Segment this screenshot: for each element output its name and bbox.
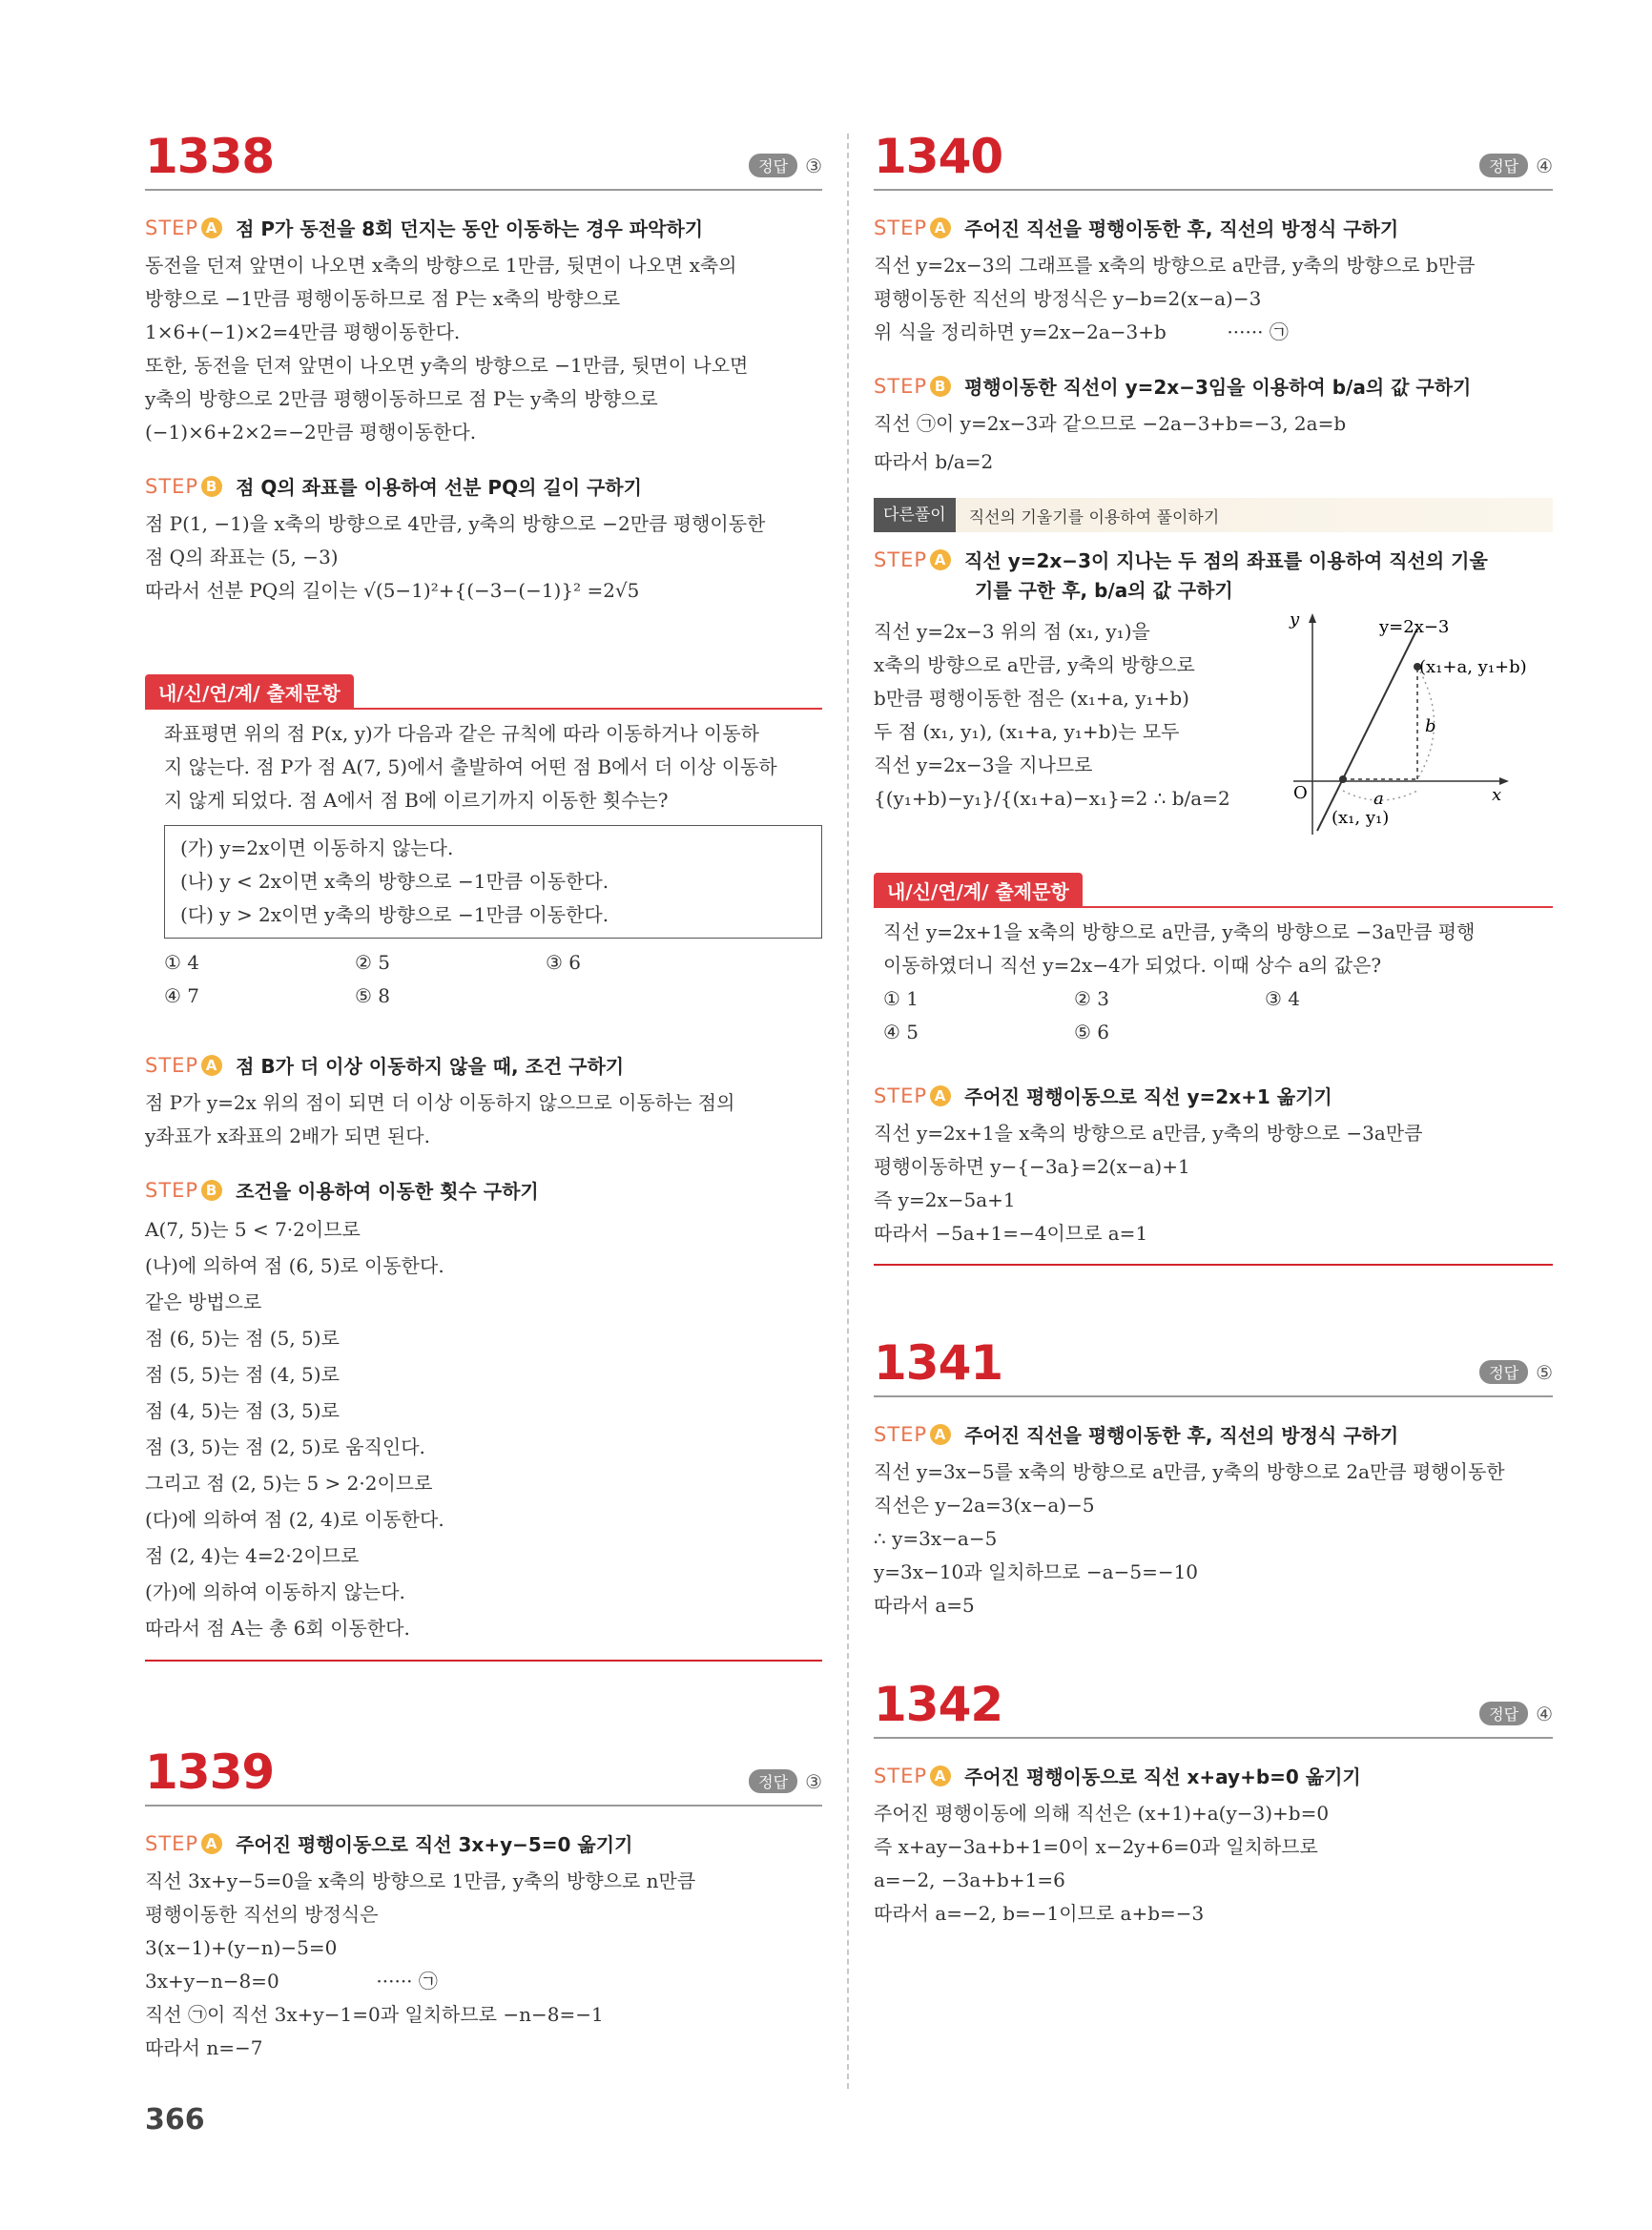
text-line: 1×6+(−1)×2=4만큼 평행이동한다. [145,320,461,343]
text-line: 따라서 b/a=2 [874,450,994,473]
problem-number: 1338 [145,129,275,184]
text-line: 따라서 n=−7 [145,2036,263,2059]
text-line: y축의 방향으로 2만큼 평행이동하므로 점 P는 y축의 방향으로 [145,387,658,410]
text-line: 지 않게 되었다. 점 A에서 점 B에 이르기까지 이동한 횟수는? [164,789,669,812]
left-column [145,124,822,2065]
text-line: y=3x−10과 일치하므로 −a−5=−10 [874,1560,1199,1583]
step-a [145,214,822,241]
text-line: 직선 y=3x−5를 x축의 방향으로 a만큼, y축의 방향으로 2a만큼 평행이동한 [874,1460,1505,1483]
answer-value: ③ [805,154,822,177]
text-line: A(7, 5)는 5 < 7·2이므로 [145,1218,361,1241]
right-column [874,124,1553,1931]
text-line: 같은 방법으로 [145,1291,262,1313]
alternate-body [874,609,1553,854]
step-a-body [874,1456,1553,1622]
line-label: y=2x−3 [1379,617,1450,637]
text-line: (다)에 의하여 점 (2, 4)로 이동한다. [145,1508,444,1531]
section-rule [874,1264,1553,1266]
answer [749,154,822,177]
step-title: 점 P가 동전을 8회 던지는 동안 이동하는 경우 파악하기 [236,217,704,240]
text-line: 3(x−1)+(y−n)−5=0 [145,1936,338,1959]
text-line: 따라서 −5a+1=−4이므로 a=1 [874,1222,1148,1245]
section-rule [145,1660,822,1662]
text-line: 그리고 점 (2, 5)는 5 > 2·2이므로 [145,1472,433,1495]
text-line: 지 않는다. 점 P가 점 A(7, 5)에서 출발하여 어떤 점 B에서 더 이상 이동하 [164,755,777,778]
line-graph [1274,609,1551,838]
step-a [874,546,1553,573]
text-line: 따라서 점 A는 총 6회 이동한다. [145,1617,410,1640]
text-line: 동전을 던져 앞면이 나오면 x축의 방향으로 1만큼, 뒷면이 나오면 x축의 [145,254,737,277]
text-line: 점 P(1, −1)을 x축의 방향으로 4만큼, y축의 방향으로 −2만큼 평행이동한 [145,512,766,535]
text-line: 직선 y=2x+1을 x축의 방향으로 a만큼, y축의 방향으로 −3a만큼 평행 [883,920,1476,943]
text-line: 점 Q의 좌표는 (5, −3) [145,546,339,568]
text-line: x축의 방향으로 a만큼, y축의 방향으로 [874,653,1195,676]
point-1-label: (x₁, y₁) [1332,808,1390,828]
y-axis-label: y [1290,609,1300,630]
text-line: b만큼 평행이동한 점은 (x₁+a, y₁+b) [874,687,1189,710]
problem-1339-header [145,1740,822,1807]
naesin-header [874,873,1553,908]
text-line: 방향으로 −1만큼 평행이동하므로 점 P는 x축의 방향으로 [145,287,621,310]
text-line: 평행이동하면 y−{−3a}=2(x−a)+1 [874,1155,1190,1178]
answer-value: ③ [805,1769,822,1793]
text-line: 즉 x+ay−3a+b+1=0이 x−2y+6=0과 일치하므로 [874,1835,1318,1858]
step-letter: B [201,1180,222,1201]
step-a [874,1762,1553,1789]
b-label: b [1425,716,1436,736]
alternate-solution-header [874,498,1553,532]
condition: (나) y < 2x이면 x축의 방향으로 −1만큼 이동한다. [180,870,609,893]
text-line: 점 (5, 5)는 점 (4, 5)로 [145,1363,340,1386]
answer-value: ④ [1536,154,1553,177]
condition: (가) y=2x이면 이동하지 않는다. [180,836,454,859]
text-line: 직선 y=2x+1을 x축의 방향으로 a만큼, y축의 방향으로 −3a만큼 [874,1122,1423,1145]
step-title: 직선 y=2x−3이 지나는 두 점의 좌표를 이용하여 직선의 기울 [964,549,1488,572]
text-line: 두 점 (x₁, y₁), (x₁+a, y₁+b)는 모두 [874,720,1180,743]
answer-value: ④ [1536,1702,1553,1725]
condition: (다) y > 2x이면 y축의 방향으로 −1만큼 이동한다. [180,903,609,926]
step-title: 주어진 평행이동으로 직선 3x+y−5=0 옮기기 [236,1833,633,1856]
choice: ① 1 [883,987,919,1010]
step-a [874,1082,1553,1109]
text-line: a=−2, −3a+b+1=6 [874,1869,1065,1891]
step-b-body [145,507,822,608]
text-line: 점 P가 y=2x 위의 점이 되면 더 이상 이동하지 않으므로 이동하는 점의 [145,1091,735,1114]
answer-badge: 정답 [1479,1702,1528,1725]
answer-choices [164,946,822,1013]
step-tag: STEP A [145,1054,222,1077]
step-letter: A [930,549,951,570]
point-1 [1339,775,1347,783]
step-title: 주어진 직선을 평행이동한 후, 직선의 방정식 구하기 [964,217,1399,240]
answer [1479,1702,1553,1725]
choice: ③ 6 [546,951,582,974]
choice: ⑤ 6 [1074,1021,1110,1043]
text-line: 따라서 선분 PQ의 길이는 √(5−1)²+{(−3−(−1)}² =2√5 [145,579,640,602]
problem-number: 1342 [874,1677,1003,1732]
text-line: (나)에 의하여 점 (6, 5)로 이동한다. [145,1254,444,1277]
step-a-body [874,1117,1553,1250]
text-line: 점 (6, 5)는 점 (5, 5)로 [145,1327,340,1350]
step-tag: STEP B [874,375,951,398]
step-a-body [874,1797,1553,1931]
step-letter: B [930,376,951,397]
point-2-label: (x₁+a, y₁+b) [1419,657,1527,677]
step-letter: A [201,1833,222,1854]
step-a [145,1829,822,1857]
problem-number: 1341 [874,1335,1003,1391]
text-line: 직선 3x+y−5=0을 x축의 방향으로 1만큼, y축의 방향으로 n만큼 [145,1869,696,1892]
text-line: 점 (3, 5)는 점 (2, 5)로 움직인다. [145,1435,425,1458]
page-number: 366 [145,2103,205,2137]
step-letter: A [201,217,222,238]
condition-box [164,825,822,939]
choice: ④ 7 [164,984,200,1007]
step-title: 점 Q의 좌표를 이용하여 선분 PQ의 길이 구하기 [236,476,642,499]
step-title: 주어진 평행이동으로 직선 y=2x+1 옮기기 [964,1085,1332,1108]
step-letter: A [930,217,951,238]
step-letter: A [930,1765,951,1786]
answer-badge: 정답 [1479,1360,1528,1384]
step-title: 점 B가 더 이상 이동하지 않을 때, 조건 구하기 [236,1055,625,1078]
choice: ② 5 [355,951,391,974]
answer-badge: 정답 [749,154,797,177]
step-title: 평행이동한 직선이 y=2x−3임을 이용하여 b/a의 값 구하기 [964,376,1472,399]
text-line: y좌표가 x좌표의 2배가 되면 된다. [145,1125,430,1147]
text-line: ∴ y=3x−a−5 [874,1527,998,1550]
naesin-header [145,674,822,710]
text-line: 따라서 a=−2, b=−1이므로 a+b=−3 [874,1902,1205,1925]
text-line: (가)에 의하여 이동하지 않는다. [145,1580,405,1603]
text-line: 평행이동한 직선의 방정식은 [145,1903,379,1926]
a-label: a [1373,789,1384,809]
origin-label: O [1293,783,1308,803]
step-b-body [874,407,1553,483]
step-letter: A [930,1424,951,1445]
text-line: 직선 ㉠이 직선 3x+y−1=0과 일치하므로 −n−8=−1 [145,2003,604,2026]
step-a [874,1420,1553,1448]
step-tag: STEP B [145,1179,222,1202]
step-letter: A [201,1055,222,1076]
answer-badge: 정답 [1479,154,1528,177]
text-line: 따라서 a=5 [874,1594,975,1617]
choice: ① 4 [164,951,200,974]
step-a [874,214,1553,241]
text-line: (−1)×6+2×2=−2만큼 평행이동한다. [145,421,477,444]
text-line: 점 (2, 4)는 4=2·2이므로 [145,1544,360,1567]
answer [1479,1360,1553,1384]
step-tag: STEP A [145,1832,222,1855]
text-line: 직선 y=2x−3 위의 점 (x₁, y₁)을 [874,620,1150,643]
step-letter: A [930,1085,951,1106]
step-b [145,1176,822,1204]
step-a [145,1051,822,1079]
step-tag: STEP A [874,1423,951,1446]
step-b [874,372,1553,400]
choice: ⑤ 8 [355,984,391,1007]
problem-1338-header [145,124,822,191]
x-axis-arrow [1499,777,1509,785]
text-line: 위 식을 정리하면 y=2x−2a−3+b ······ ㉠ [874,320,1289,343]
step-tag: STEP A [874,1084,951,1107]
alternate-solution-tag: 다른풀이 [874,498,956,532]
text-line: 즉 y=2x−5a+1 [874,1188,1016,1211]
line-y-2x-3 [1317,629,1417,831]
answer-badge: 정답 [749,1769,797,1793]
answer [1479,154,1553,177]
text-line: 직선은 y−2a=3(x−a)−5 [874,1494,1095,1517]
problem-1340-header [874,124,1553,191]
text-line: 주어진 평행이동에 의해 직선은 (x+1)+a(y−3)+b=0 [874,1802,1330,1825]
step-a-body [145,1086,822,1153]
step-title: 조건을 이용하여 이동한 횟수 구하기 [236,1180,539,1203]
naesin-question [164,717,822,817]
text-line: 직선 y=2x−3을 지나므로 [874,754,1093,776]
text-line: 직선 ㉠이 y=2x−3과 같으므로 −2a−3+b=−3, 2a=b [874,412,1347,435]
step-tag: STEP A [874,1765,951,1787]
step-tag: STEP A [874,548,951,571]
step-a-body [145,249,822,449]
answer-choices [883,982,1553,1049]
y-axis-arrow [1309,613,1316,623]
text-line: 또한, 동전을 던져 앞면이 나오면 y축의 방향으로 −1만큼, 뒷면이 나오면 [145,354,749,377]
text-line: 이동하였더니 직선 y=2x−4가 되었다. 이때 상수 a의 값은? [883,954,1382,977]
step-title: 주어진 평행이동으로 직선 x+ay+b=0 옮기기 [964,1765,1361,1788]
step-tag: STEP A [145,217,222,239]
step-tag: STEP B [145,475,222,498]
column-divider [847,134,849,2089]
choice: ③ 4 [1265,987,1301,1010]
choice: ④ 5 [883,1021,919,1043]
step-b-body [145,1211,822,1646]
problem-number: 1340 [874,129,1003,184]
text-line: 직선 y=2x−3의 그래프를 x축의 방향으로 a만큼, y축의 방향으로 b만큼 [874,254,1476,277]
naesin-question [883,916,1553,982]
answer-value: ⑤ [1536,1360,1553,1384]
answer [749,1769,822,1793]
step-a-body [145,1865,822,2065]
step-letter: B [201,476,222,497]
problem-number: 1339 [145,1745,275,1800]
text-line: 3x+y−n−8=0 ······ ㉠ [145,1970,438,1993]
problem-1341-header [874,1331,1553,1397]
step-title: 주어진 직선을 평행이동한 후, 직선의 방정식 구하기 [964,1424,1399,1447]
text-line: 점 (4, 5)는 점 (3, 5)로 [145,1399,340,1422]
step-tag: STEP A [874,217,951,239]
text-line: 평행이동한 직선의 방정식은 y−b=2(x−a)−3 [874,287,1262,310]
alternate-solution-title: 직선의 기울기를 이용하여 풀이하기 [968,507,1220,527]
step-title-cont: 기를 구한 후, b/a의 값 구하기 [975,579,1233,602]
text-line: 좌표평면 위의 점 P(x, y)가 다음과 같은 규칙에 따라 이동하거나 이동하 [164,722,759,745]
step-b [145,472,822,500]
problem-1342-header [874,1672,1553,1739]
step-a-body [874,249,1553,349]
naesin-tag: 내/신/연/계/ 출제문항 [145,674,354,710]
naesin-tag: 내/신/연/계/ 출제문항 [874,873,1083,908]
text-line: {(y₁+b)−y₁}/{(x₁+a)−x₁}=2 ∴ b/a=2 [874,787,1230,810]
choice: ② 3 [1074,987,1110,1010]
x-axis-label: x [1492,785,1502,805]
